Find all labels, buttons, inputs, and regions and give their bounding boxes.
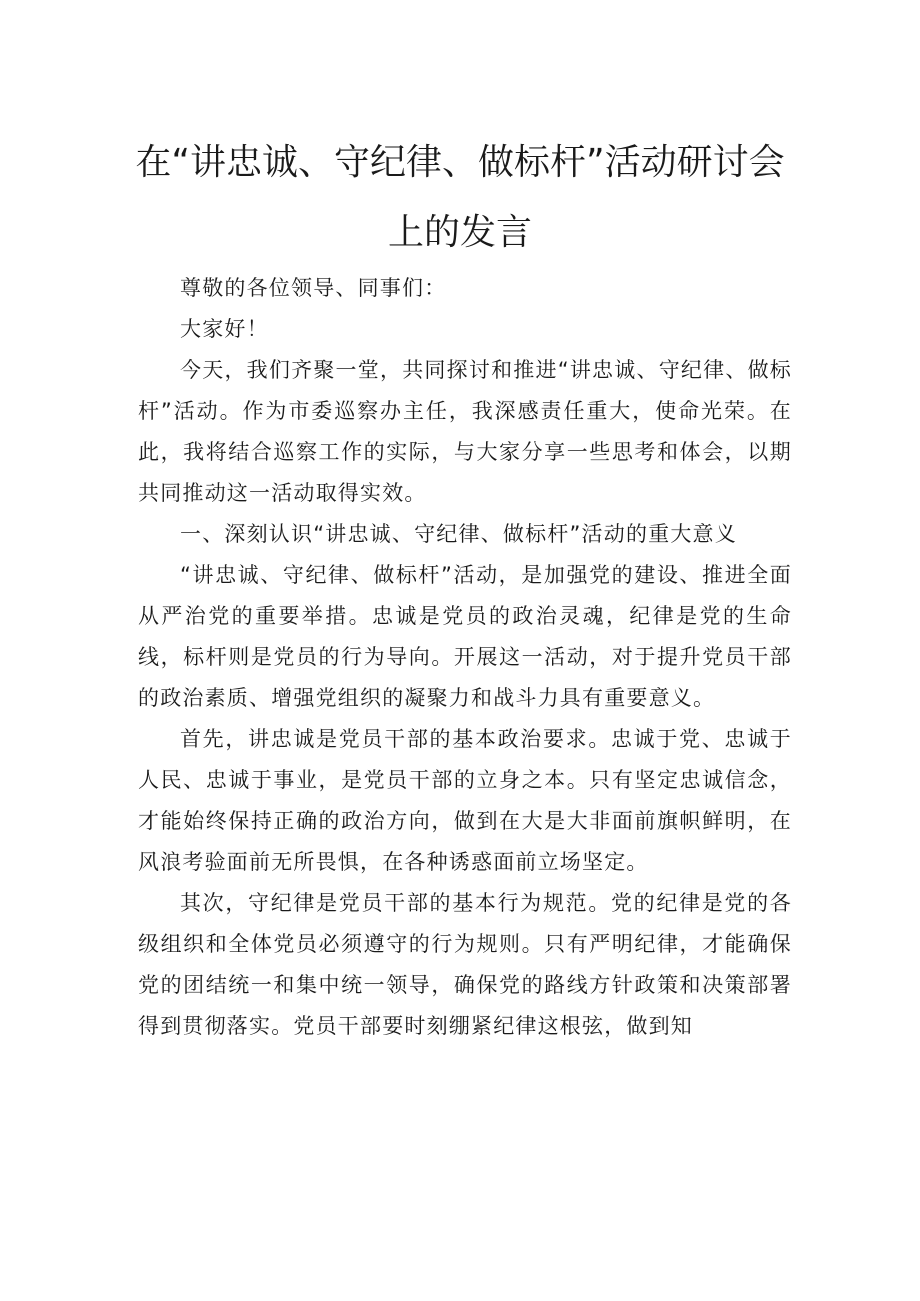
section-heading-1: 一、深刻认识“讲忠诚、守纪律、做标杆”活动的重大意义 (180, 522, 737, 546)
loyalty-paragraph: 首先，讲忠诚是党员干部的基本政治要求。忠诚于党、忠诚于人民、忠诚于事业，是党员干部的立身之本。只有坚定忠诚信念，才能始终保持正确的政治方向，做到在大是大非面前旗帜鲜明，在风浪考验面前无所畏惧，在各种诱惑面前立场坚定。 (138, 727, 792, 874)
document-title: 在“讲忠诚、守纪律、做标杆”活动研讨会上的发言 (135, 142, 785, 253)
document-body (138, 268, 792, 1047)
intro-paragraph: 今天，我们齐聚一堂，共同探讨和推进“讲忠诚、守纪律、做标杆”活动。作为市委巡察办主任，我深感责任重大，使命光荣。在此，我将结合巡察工作的实际，与大家分享一些思考和体会，以期共同推动这一活动取得实效。 (138, 358, 792, 505)
greeting: 大家好！ (180, 317, 269, 341)
salutation: 尊敬的各位领导、同事们： (180, 276, 447, 300)
discipline-paragraph: 其次，守纪律是党员干部的基本行为规范。党的纪律是党的各级组织和全体党员必须遵守的行为规则。只有严明纪律，才能确保党的团结统一和集中统一领导，确保党的路线方针政策和决策部署得到贯彻落实。党员干部要时刻绷紧纪律这根弦，做到知 (138, 891, 792, 1038)
significance-paragraph: “讲忠诚、守纪律、做标杆”活动，是加强党的建设、推进全面从严治党的重要举措。忠诚是党员的政治灵魂，纪律是党的生命线，标杆则是党员的行为导向。开展这一活动，对于提升党员干部的政治素质、增强党组织的凝聚力和战斗力具有重要意义。 (138, 563, 792, 710)
